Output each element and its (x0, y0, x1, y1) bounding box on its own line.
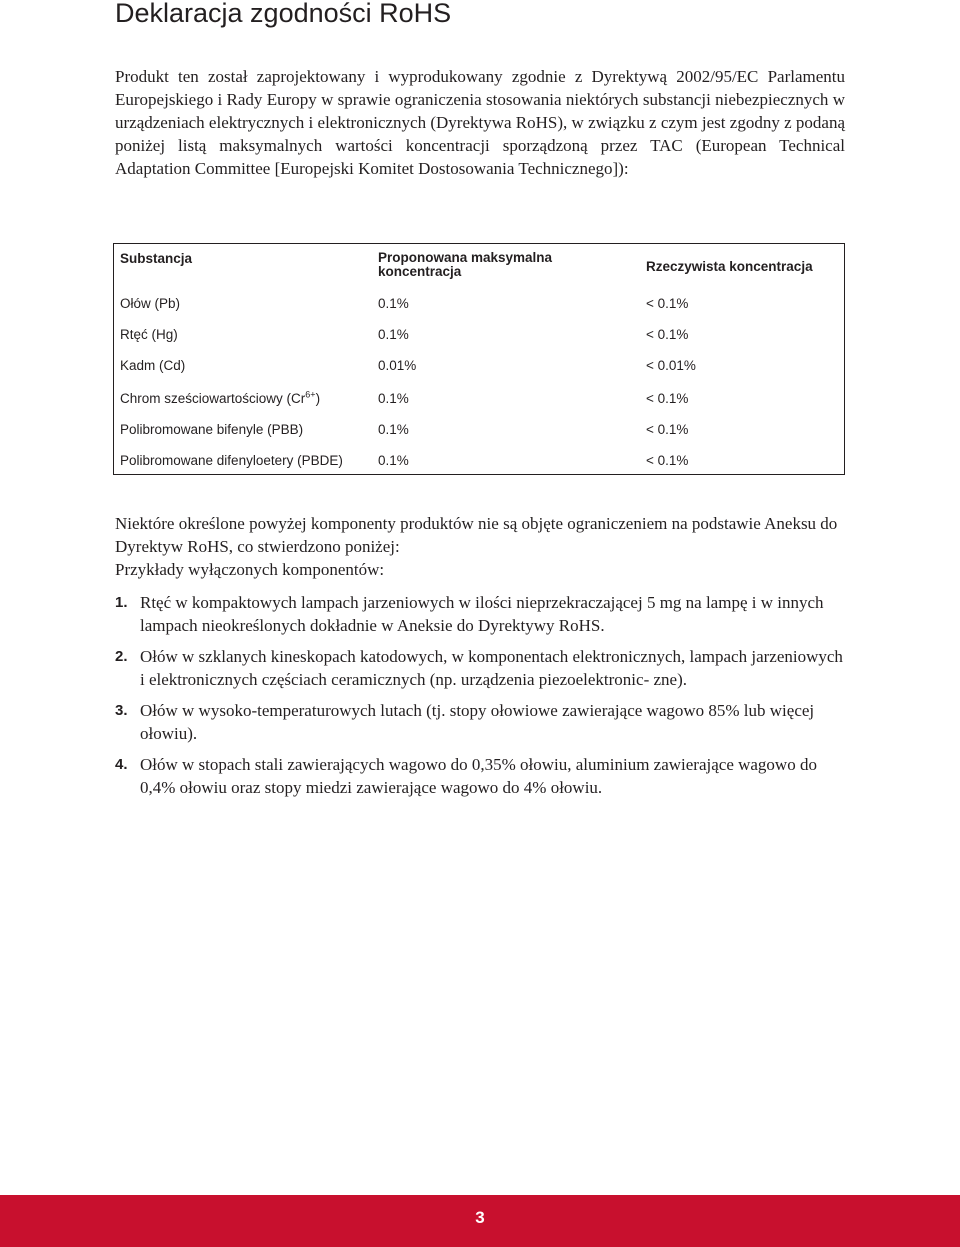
page-title: Deklaracja zgodności RoHS (115, 0, 452, 28)
list-number: 3. (115, 702, 128, 719)
intro-paragraph: Produkt ten został zaprojektowany i wyprodukowany zgodnie z Dyrektywą 2002/95/EC Parlamentu Europejskiego i Rady Europy w sprawie ograniczenia stosowania niektórych substancji niebezpiecznych w urządzeniach elektrycznych i elektronicznych (Dyrektywa RoHS), w związku z czym jest zgodny z podaną poniżej listą maksymalnych wartości koncentracji sporządzoną przez TAC (European Technical Adaptation Committee [Europejski Komitet Dostosowania Technicznego]): (115, 67, 845, 178)
footer-bar (0, 1195, 960, 1247)
list-text: Ołów w stopach stali zawierających wagowo do 0,35% ołowiu, aluminium zawierające wagowo do 0,4% ołowiu oraz stopy miedzi zawierające wagowo do 4% ołowiu. (140, 755, 817, 797)
row-3-substance (120, 391, 320, 406)
row-0-actual: < 0.1% (646, 296, 689, 311)
row-1-actual: < 0.1% (646, 327, 689, 342)
row-4-substance: Polibromowane bifenyle (PBB) (120, 422, 304, 437)
row-3-substance-end: ) (315, 391, 321, 406)
row-5-max: 0.1% (378, 453, 409, 468)
list-number: 4. (115, 756, 128, 773)
page-number: 3 (475, 1208, 485, 1227)
row-5-actual: < 0.1% (646, 453, 689, 468)
substance-table (113, 243, 845, 475)
row-3-superscript: 6+ (305, 389, 316, 400)
row-2-max: 0.01% (378, 358, 417, 373)
row-3-actual: < 0.1% (646, 391, 689, 406)
row-2-actual: < 0.01% (646, 358, 696, 373)
row-4-max: 0.1% (378, 422, 409, 437)
row-1-substance: Rtęć (Hg) (120, 327, 178, 342)
exemptions-heading: Przykłady wyłączonych komponentów: (115, 560, 385, 579)
exemptions-list (115, 591, 845, 799)
list-text: Rtęć w kompaktowych lampach jarzeniowych w ilości nieprzekraczającej 5 mg na lampę i w innych lampach nieokreślonych dokładnie w Aneksie do Dyrektywy RoHS. (140, 593, 824, 635)
header-substance: Substancja (120, 251, 193, 266)
list-text: Ołów w szklanych kineskopach katodowych, w komponentach elektronicznych, lampach jarzeniowych i elektronicznych częściach ceramicznych (np. urządzenia piezoelektronic- zne). (140, 647, 843, 689)
row-3-substance-text: Chrom sześciowartościowy (Cr (120, 391, 306, 406)
list-item (115, 645, 845, 691)
header-actual-concentration: Rzeczywista koncentracja (646, 259, 813, 274)
list-item (115, 699, 845, 745)
list-number: 1. (115, 594, 128, 611)
header-max-concentration: Proponowana maksymalna koncentracja (378, 250, 553, 279)
list-item (115, 753, 845, 799)
list-number: 2. (115, 648, 128, 665)
row-3-max: 0.1% (378, 391, 409, 406)
row-5-substance: Polibromowane difenyloetery (PBDE) (120, 453, 343, 468)
exemptions-intro (115, 512, 845, 581)
list-item (115, 591, 845, 637)
list-text: Ołów w wysoko-temperaturowych lutach (tj. stopy ołowiowe zawierające wagowo 85% lub więcej ołowiu). (140, 701, 815, 743)
row-0-substance: Ołów (Pb) (120, 296, 181, 311)
row-2-substance: Kadm (Cd) (120, 358, 186, 373)
row-1-max: 0.1% (378, 327, 409, 342)
row-0-max: 0.1% (378, 296, 409, 311)
exemptions-paragraph: Niektóre określone powyżej komponenty produktów nie są objęte ograniczeniem na podstawie Aneksu do Dyrektyw RoHS, co stwierdzono poniżej: (115, 514, 838, 556)
row-4-actual: < 0.1% (646, 422, 689, 437)
